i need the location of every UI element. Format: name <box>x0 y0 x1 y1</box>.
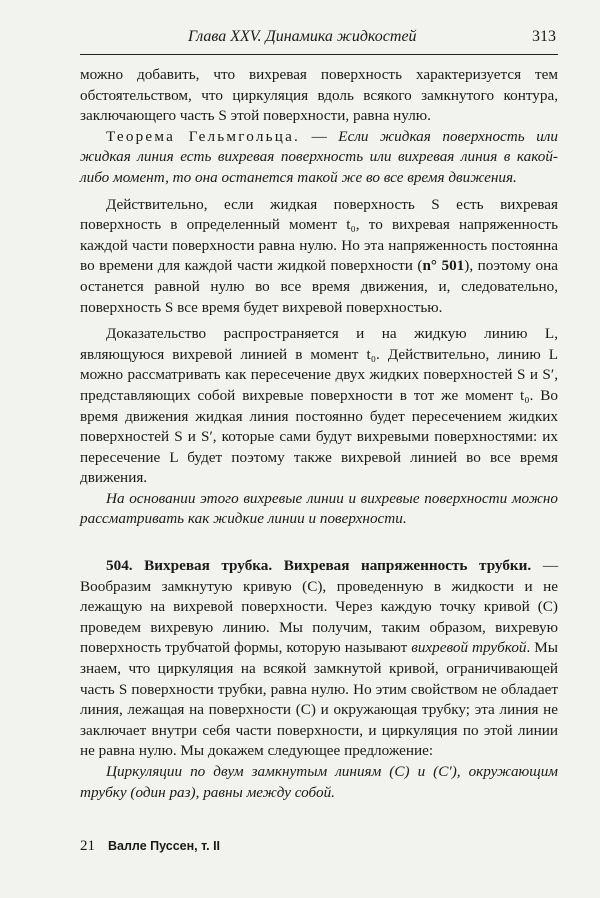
proof-paragraph <box>80 195 558 319</box>
proposition-paragraph: Циркуляции по двум замкнутым линиям (C) и (C′), окружающим трубку (один раз), равны между собой. <box>80 763 558 801</box>
section-dash: — <box>531 557 558 575</box>
theorem-paragraph <box>80 127 558 189</box>
section-heading: 504. Вихревая трубка. Вихревая напряженность трубки. <box>106 557 532 575</box>
running-header <box>80 28 558 55</box>
page-number: 313 <box>532 28 556 45</box>
signature-number: 21 <box>80 838 95 854</box>
proof-text-a: Действительно, если жидкая поверхность S есть вихревая поверхность в определенный момент t₀, то вихревая напряженность каждой части поверхности равна нулю. Но эта напряженность постоянна во времени для каждой части жидкой поверхности ( <box>80 195 558 275</box>
conclusion-paragraph: На основании этого вихревые линии и вихревые поверхности можно рассматривать как жидкие линии и поверхности. <box>80 489 558 528</box>
line-proof-paragraph: Доказательство распространяется и на жидкую линию L, являющуюся вихревой линией в момент t₀. Действительно, линию L можно рассматривать как пересечение двух жидких поверхностей S и S′, представляющих собой вихревые поверхности в тот же момент t₀. Во время движения жидкая линия постоянно будет пересечением жидких поверхностей S и S′, которые сами будут вихревыми поверхностями: их пересечение L будет поэтому также вихревой линией во все время движения. <box>80 325 558 487</box>
printer-signature <box>80 838 558 855</box>
theorem-statement: Если жидкая поверхность или жидкая линия есть вихревая поверхность или вихревая линия в какой-либо момент, то она останется такой же во все время движения. <box>80 127 559 186</box>
section-text-b: . Мы знаем, что циркуляция на всякой замкнутой кривой, ограничивающей часть S поверхности трубки, равна нулю. Но этим свойством не обладает линия, лежащая на поверхности (C) и окружающая трубку; эта линия не заключает внутри себя части поверхности, и циркуляция по этой линии не равна нулю. Мы докажем следующее предложение: <box>80 639 558 760</box>
signature-text: Валле Пуссен, т. II <box>108 839 221 853</box>
theorem-dash: — <box>300 127 339 145</box>
section-paragraph <box>80 556 558 762</box>
proof-text-b: ), поэтому она останется равной нулю во все время движения, и, следовательно, поверхность S все время будет вихревой поверхностью. <box>80 257 558 316</box>
paragraph-continuation: можно добавить, что вихревая поверхность характеризуется тем обстоятельством, что циркуляция вдоль всякого замкнутого контура, заключающего часть S этой поверхности, равна нулю. <box>80 66 558 125</box>
running-title: Глава XXV. Динамика жидкостей <box>188 28 417 45</box>
theorem-label: Теорема Гельмгольца. <box>106 127 301 145</box>
book-page <box>80 28 559 854</box>
section-reference: n° 501 <box>422 257 465 275</box>
defined-term: вихревой трубкой <box>411 639 527 657</box>
body-text <box>80 65 558 803</box>
section-text-a: Вообразим замкнутую кривую (C), проведенную в жидкости и не лежащую на вихревой поверхности. Через каждую точку кривой (C) проведем вихревую линию. Мы получим, таким образом, вихревую поверхность трубчатой формы, которую называют <box>80 577 558 657</box>
